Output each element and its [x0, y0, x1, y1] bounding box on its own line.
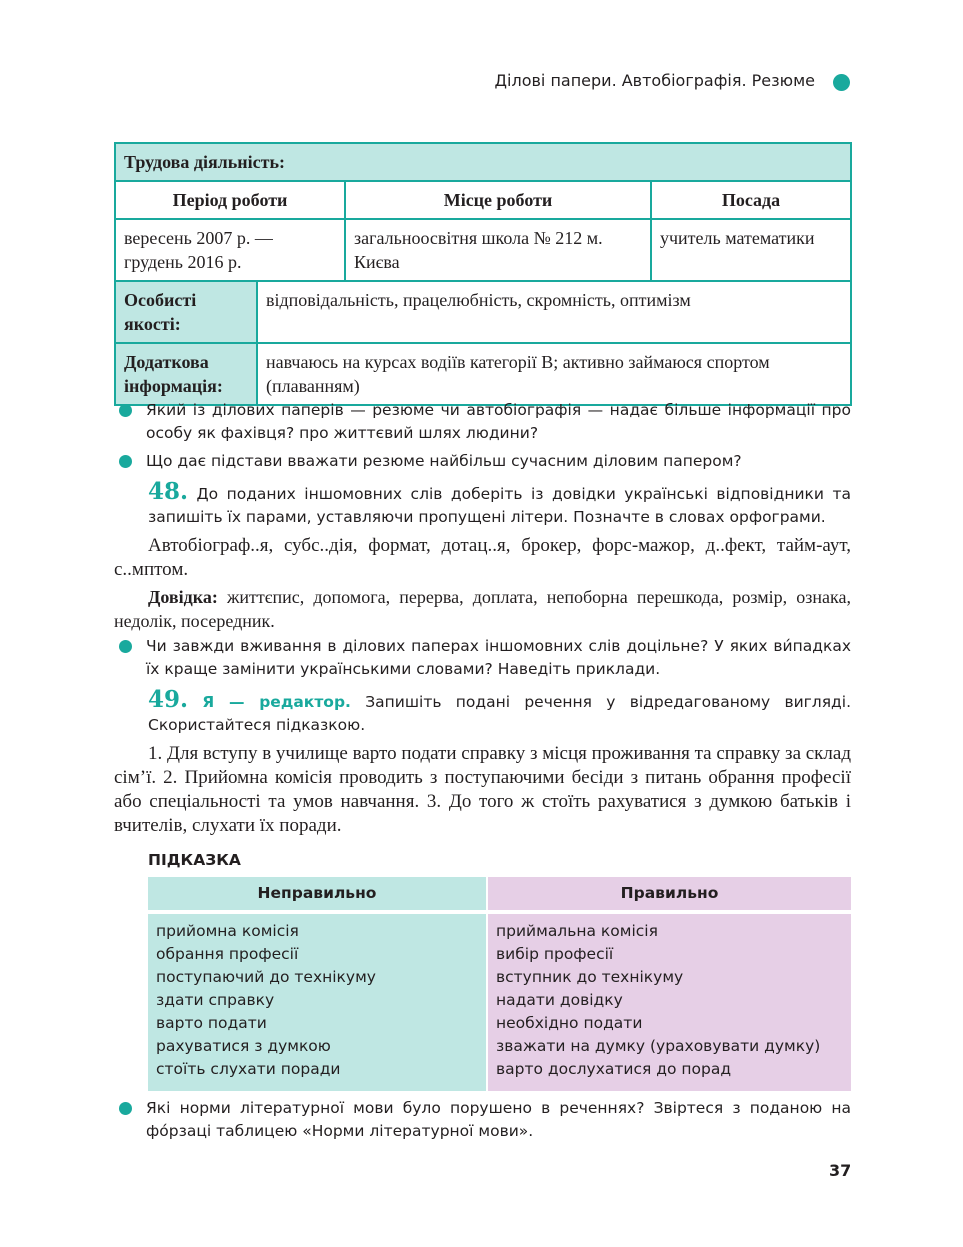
hint-right-list	[488, 914, 851, 1091]
col-position: Посада	[651, 181, 851, 219]
running-title: Ділові папери. Автобіографія. Резюме	[494, 71, 815, 90]
cell-position: учитель математики	[651, 219, 851, 281]
hint-right-header: Правильно	[488, 877, 851, 914]
col-period: Період роботи	[115, 181, 345, 219]
exercise-48-number: 48.	[148, 478, 189, 505]
list-item: варто дослухатися до порад	[496, 1060, 732, 1078]
page-number: 37	[829, 1161, 852, 1180]
list-item: обрання професії	[156, 945, 299, 963]
list-item: вибір професії	[496, 945, 614, 963]
list-item: поступаючий до технікуму	[156, 968, 376, 986]
exercise-49-sentences: 1. Для вступу в училище варто подати справку з місця проживання та справку за склад сім’ї. 2. Прийомна комісія проводить з поступаючими бесіди з питань обрання професії або спеціальності та умов навчання. 3. До того ж стоїть рахуватися з думкою батьків і вчителів, слухати їх поради.	[114, 743, 851, 836]
list-item: зважати на думку (ураховувати думку)	[496, 1037, 821, 1055]
exercise-48-words: Автобіограф..я, субс..дія, формат, дотац..я, брокер, форс-мажор, д..фект, тайм-аут, с..мптом.	[114, 535, 851, 580]
exercise-48-text: До поданих іншомовних слів доберіть із довідки українські відповідники та запишіть їх парами, уставляючи пропущені літери. Позначте в словах орфограми.	[148, 485, 851, 526]
exercise-48-task	[148, 480, 851, 529]
hint-wrong-list	[148, 914, 486, 1091]
exercise-49-number: 49.	[148, 686, 189, 713]
final-question: Які норми літературної мови було порушено в реченнях? Звіртеся з поданою на фо́рзаці таблицею «Норми літературної мови».	[146, 1099, 851, 1140]
extra-label: Додаткова інформація:	[115, 343, 257, 405]
list-item: здати справку	[156, 991, 275, 1009]
exercise-49-title: Я — редактор.	[202, 693, 351, 711]
list-item: стоїть слухати поради	[156, 1060, 341, 1078]
list-item: прийомна комісія	[156, 922, 299, 940]
reference-text: життєпис, допомога, перерва, доплата, непоборна перешкода, розмір, ознака, недолік, посередник.	[114, 587, 851, 631]
hint-right-column	[488, 877, 851, 1091]
list-item: приймальна комісія	[496, 922, 658, 940]
exercise-48-reference	[114, 585, 851, 633]
question-2: Що дає підстави вважати резюме найбільш сучасним діловим папером?	[146, 452, 742, 470]
cv-table	[114, 142, 852, 406]
col-place: Місце роботи	[345, 181, 651, 219]
cv-section-title: Трудова діяльність:	[115, 143, 851, 181]
exercise-49-task	[148, 688, 851, 737]
personal-label: Особисті якості:	[115, 281, 257, 343]
exercise-48-question: Чи завжди вживання в ділових паперах іншомовних слів доцільне? У яких ви́падках їх краще замінити українськими словами? Наведіть приклади.	[146, 637, 851, 678]
reference-label: Довідка:	[148, 587, 218, 607]
list-item: вступник до технікуму	[496, 968, 684, 986]
header-dot-icon	[833, 74, 850, 91]
personal-value: відповідальність, працелюбність, скромність, оптимізм	[257, 281, 851, 343]
cell-period: вересень 2007 р. — грудень 2016 р.	[115, 219, 345, 281]
cell-place: загальноосвітня школа № 212 м. Києва	[345, 219, 651, 281]
list-item: рахуватися з думкою	[156, 1037, 331, 1055]
exercise-49-text: Запишіть подані речення у відредагованому вигляді. Скористайтеся підказкою.	[148, 693, 851, 734]
list-item: необхідно подати	[496, 1014, 643, 1032]
hint-wrong-header: Неправильно	[148, 877, 486, 914]
extra-value: навчаюсь на курсах водіїв категорії В; активно займаюся спортом (плаванням)	[257, 343, 851, 405]
hint-wrong-column	[148, 877, 486, 1091]
question-1: Який із ділових паперів — резюме чи автобіографія — надає більше інформації про особу як фахівця? про життєвий шлях людини?	[146, 401, 851, 442]
list-item: надати довідку	[496, 991, 623, 1009]
hint-title: ПІДКАЗКА	[148, 851, 241, 869]
list-item: варто подати	[156, 1014, 267, 1032]
